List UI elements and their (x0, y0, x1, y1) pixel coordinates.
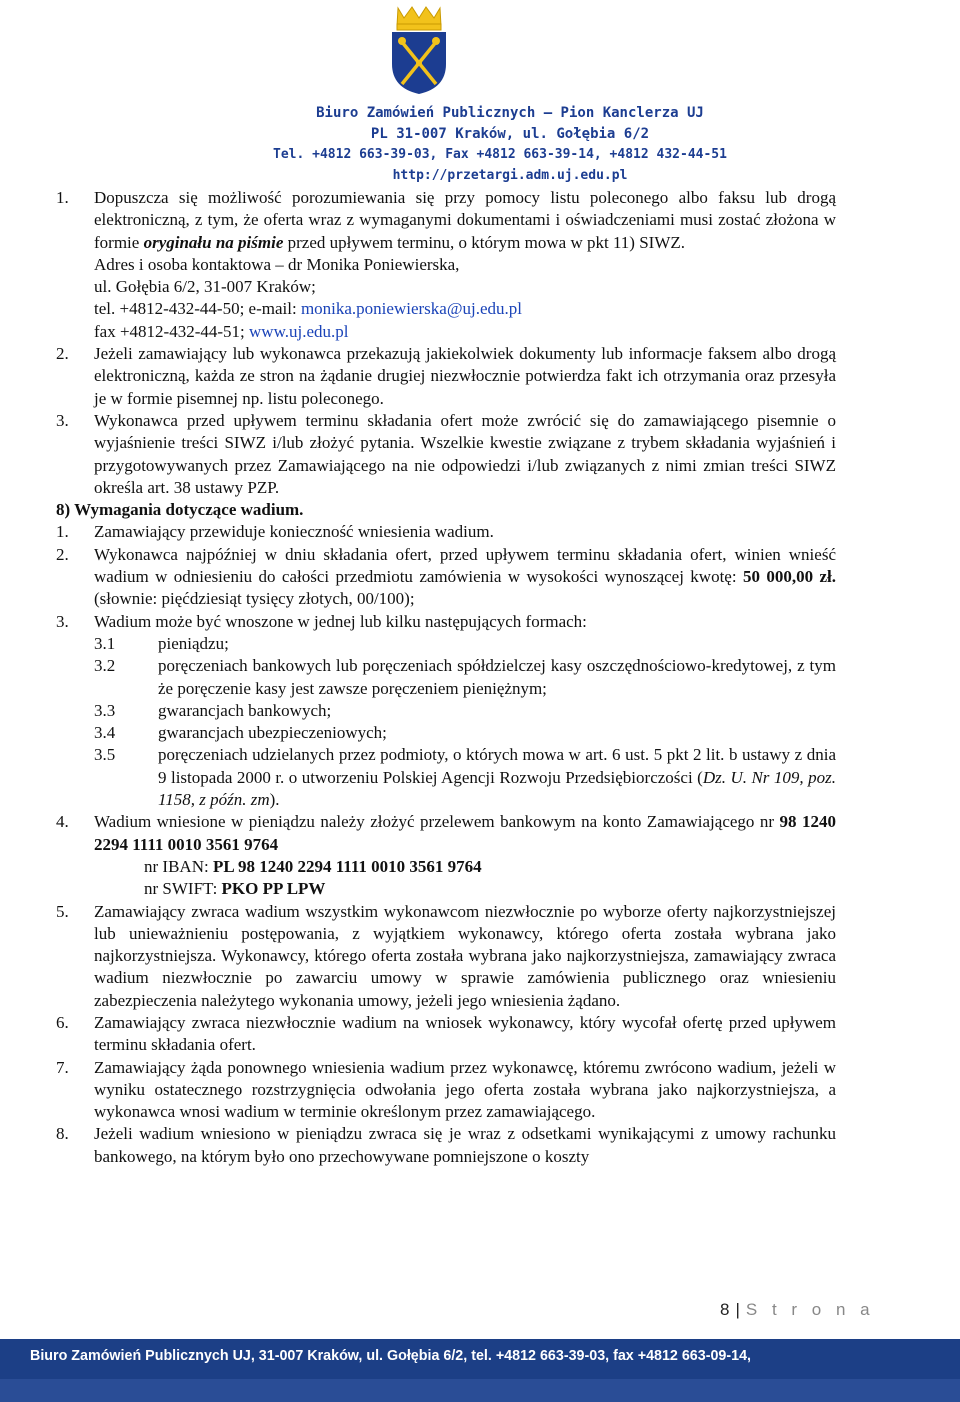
fax-www-line: fax +4812-432-44-51; www.uj.edu.pl (94, 321, 349, 341)
footer-edge (0, 1379, 960, 1402)
email-link[interactable]: monika.poniewierska@uj.edu.pl (300, 299, 522, 319)
item-number: 1. (56, 188, 69, 207)
letterhead-phone: Tel. +4812 663-39-03, Fax +4812 663-39-14, +4812 432-44-51 (273, 147, 727, 162)
sub-item: 3.4 gwarancjach ubezpieczeniowych; (94, 723, 387, 743)
contact-line: Adres i osoba kontaktowa – dr Monika Poniewierska, (94, 254, 460, 274)
letterhead-address: PL 31-007 Kraków, ul. Gołębia 6/2 (370, 126, 650, 142)
item-text: Wykonawca najpóźniej w dniu składania ofert, przed upływem terminu składania ofert, winien wnieść wadium w odniesieniu do całości przedmiotu zamówienia w wysokości wynoszącej kwotę: 50 000,00 zł. (słownie: pięćdziesiąt tysięcy złotych, 00/100); (94, 544, 836, 609)
item-number: 3. (56, 611, 69, 631)
item-text: Zamawiający zwraca niezwłocznie wadium na wniosek wykonawcy, który wycofał ofertę przed upływem terminu składania ofert. (94, 1012, 836, 1055)
letterhead-url-link[interactable]: http://przetargi.adm.uj.edu.pl (392, 168, 628, 183)
sub-item: 3.1 pieniądzu; (94, 633, 229, 653)
list-item (56, 1057, 836, 1124)
list-item (56, 343, 836, 410)
list-item (56, 521, 836, 543)
item-text: Dopuszcza się możliwość porozumiewania się przy pomocy listu poleconego albo faksu lub drogą elektroniczną, z tym, że oferta wraz z wymaganymi dokumentami i oświadczeniami musi zostać złożona w formie oryginału na piśmie przed upływem terminu, o którym mowa w pkt 11) SIWZ. Adres i osoba kontaktowa – dr Monika Poniewierska, ul. Gołębia 6/2, 31-007 Kraków; tel. +4812-432-44-50; e-mail: monika.poniewierska@uj.edu.pl fax +4812-432-44-51; www.uj.edu.pl (94, 187, 836, 343)
sub-item: 3.2 poręczeniach bankowych lub poręczeniach spółdzielczej kasy oszczędnościowo-kredytowej, z tym że poręczenie kasy jest zawsze poręczeniem pieniężnym; (94, 656, 836, 698)
phone-email-line: tel. +4812-432-44-50; e-mail: monika.poniewierska@uj.edu.pl (94, 299, 522, 319)
crowned-shield-logo-icon (388, 4, 450, 96)
item-text: Zamawiający przewiduje konieczność wniesienia wadium. (94, 522, 494, 542)
item-text: Wykonawca przed upływem terminu składania ofert może zwrócić się do zamawiającego pisemnie o wyjaśnienie treści SIWZ i/lub złożyć pytania. Wszelkie kwestie związane z trybem składania wyjaśnień i przygotowywanych przez Zamawiającego na nie odpowiedzi i/lub związanych z nimi zmian treści SIWZ określa art. 38 ustawy PZP. (94, 410, 836, 497)
list-item (56, 1012, 836, 1057)
iban-line: nr IBAN: PL 98 1240 2294 1111 0010 3561 9764 (144, 856, 482, 876)
item-text: Jeżeli wadium wniesiono w pieniądzu zwraca się je wraz z odsetkami wynikającymi z umowy rachunku bankowego, na którym było ono przechowywane pomniejszone o koszty (94, 1124, 836, 1166)
item-text: Zamawiający zwraca wadium wszystkim wykonawcom niezwłocznie po wyborze oferty najkorzystniejszej lub unieważnieniu postępowania, z wyjątkiem wykonawcy, którego oferta została wybrana jako najkorzystniejsza. Wykonawcy, którego oferta została wybrana jako najkorzystniejsza, zamawiający zwraca wadium niezwłocznie po zawarciu umowy w sprawie zamówienia publicznego oraz wniesieniu zabezpieczenia należytego wykonania umowy, jeżeli jego wniesienia żądano. (94, 901, 836, 1010)
list-item (56, 1123, 836, 1168)
item-text: Wadium może być wnoszone w jednej lub kilku następujących formach: (94, 611, 587, 631)
page-number: 8 | S t r o n a (720, 1300, 875, 1319)
swift-line: nr SWIFT: PKO PP LPW (144, 879, 326, 899)
item-number: 8. (56, 1124, 69, 1144)
item-text: Jeżeli zamawiający lub wykonawca przekazują jakiekolwiek dokumenty lub informacje faksem albo drogą elektroniczną, każda ze stron na żądanie drugiej niezwłocznie potwierdza fakt ich otrzymania oraz przesyła je w formie pisemnej np. listu poleconego. (94, 344, 836, 408)
section-heading: 8) Wymagania dotyczące wadium. (56, 500, 304, 520)
list-item (56, 410, 836, 499)
item-number: 7. (56, 1057, 69, 1077)
amount: 50 000,00 zł. (742, 567, 836, 587)
account-number: 98 1240 2294 1111 0010 3561 9764 (94, 812, 837, 854)
list-item (56, 611, 836, 633)
item-text: Wadium wniesione w pieniądzu należy złożyć przelewem bankowym na konto Zamawiającego nr 98 1240 2294 1111 0010 3561 9764 nr IBAN: PL 98 1240 2294 1111 0010 3561 9764 nr SWIFT: PKO PP LPW (94, 811, 836, 900)
item-number: 2. (56, 544, 69, 564)
footer-contact-text: Biuro Zamówień Publicznych UJ, 31-007 Kraków, ul. Gołębia 6/2, tel. +4812 663-39-03, fax +4812 663-09-14, (30, 1348, 752, 1364)
item-number: 1. (56, 522, 69, 542)
letterhead-office-name: Biuro Zamówień Publicznych – Pion Kanclerza UJ (316, 105, 704, 121)
sub-item: 3.3 gwarancjach bankowych; (94, 700, 332, 720)
website-link[interactable]: www.uj.edu.pl (249, 321, 349, 341)
item-number: 5. (56, 901, 69, 921)
item-number: 2. (56, 344, 69, 364)
footer-band (0, 1339, 960, 1402)
item-text: Zamawiający żąda ponownego wniesienia wadium przez wykonawcę, któremu zwrócono wadium, jeżeli w wyniku ostatecznego rozstrzygnięcia odwołania jego oferta została wybrana jako najkorzystniejsza, a wykonawca wnosi wadium w terminie określonym przez zamawiającego. (94, 1057, 836, 1122)
document-body (56, 187, 836, 1168)
sub-item: 3.5 poręczeniach udzielanych przez podmioty, o których mowa w art. 6 ust. 5 pkt 2 lit. b ustawy z dnia 9 listopada 2000 r. o utworzeniu Polskiej Agencji Rozwoju Przedsiębiorczości (Dz. U. Nr 109, poz. 1158, z późn. zm). (94, 745, 837, 810)
list-item (56, 187, 836, 343)
item-number: 6. (56, 1012, 69, 1032)
list-item (56, 901, 836, 1012)
list-item (56, 544, 836, 611)
letterhead (0, 0, 960, 190)
item-number: 3. (56, 410, 69, 430)
item-number: 4. (56, 812, 69, 832)
address-line: ul. Gołębia 6/2, 31-007 Kraków; (94, 277, 316, 297)
list-item (56, 811, 836, 900)
